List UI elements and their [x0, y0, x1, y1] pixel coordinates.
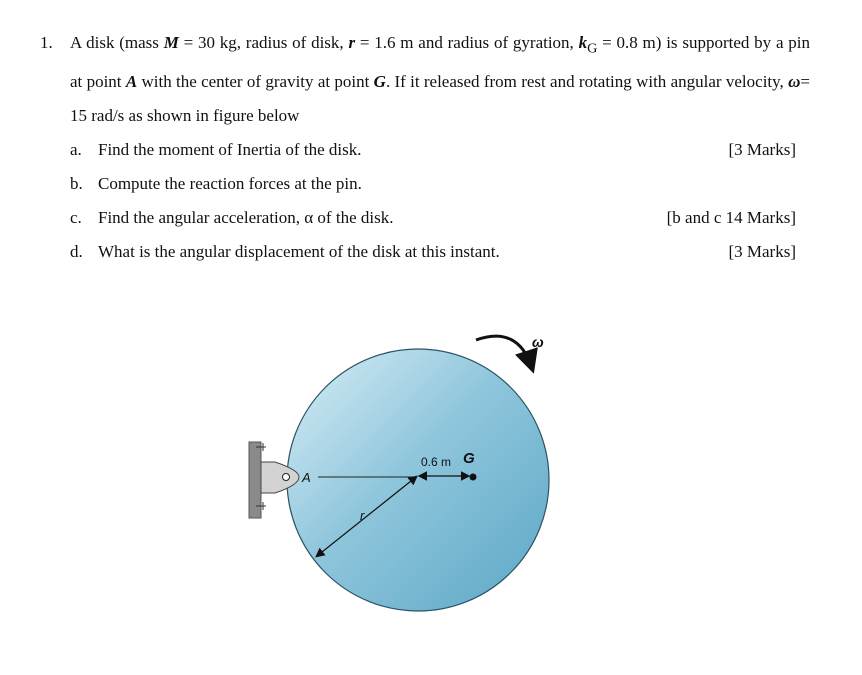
rotation-arrow [476, 336, 532, 368]
part-label: c. [70, 208, 82, 228]
stem-text-7: = 15 rad/s as shown in figure below [70, 72, 810, 126]
part-label: d. [70, 242, 83, 262]
part-d [40, 235, 810, 269]
part-label: b. [70, 174, 83, 194]
part-marks: [3 Marks] [728, 140, 796, 160]
problem-1 [40, 26, 810, 269]
var-omega: ω [788, 72, 801, 92]
part-marks: [3 Marks] [728, 242, 796, 262]
var-mass: M [163, 33, 179, 52]
problem-parts [40, 133, 810, 269]
part-marks: [b and c 14 Marks] [666, 208, 796, 228]
disk [287, 349, 549, 611]
stem-text-6: . If it released from rest and rotating with angular velocity, [385, 72, 789, 92]
part-text: Compute the reaction forces at the pin. [98, 174, 362, 194]
part-a [40, 133, 810, 167]
label-offset: 0.6 m [421, 455, 452, 469]
disk-figure [240, 320, 570, 620]
part-b [40, 167, 810, 201]
disk-diagram [240, 320, 570, 620]
stem-text-3: = 1.6 m and radius of gyration, [355, 33, 579, 52]
var-point-g: G [373, 72, 386, 92]
stem-text-4: = 0.8 m) is supported by a pin at point [70, 33, 811, 92]
part-c [40, 201, 810, 235]
label-r: r [360, 508, 365, 523]
stem-text-5: with the center of gravity at point [137, 72, 374, 92]
var-radius: r [348, 33, 356, 52]
problem-stem [40, 26, 810, 133]
center-of-gravity [470, 474, 477, 481]
problem-number: 1. [40, 33, 53, 52]
var-point-a: A [125, 72, 138, 92]
stem-text-1: A disk (mass [70, 33, 164, 52]
var-gyration: k [578, 33, 588, 52]
part-label: a. [70, 140, 82, 160]
var-gyration-sub: G [587, 40, 598, 57]
label-a: A [302, 470, 311, 485]
part-text: Find the angular acceleration, α of the disk. [98, 208, 394, 228]
part-text: Find the moment of Inertia of the disk. [98, 140, 362, 160]
pin-a [283, 474, 290, 481]
stem-text-2: = 30 kg, radius of disk, [178, 33, 349, 52]
label-omega: ω [532, 334, 544, 350]
label-g: G [463, 450, 475, 467]
part-text: What is the angular displacement of the disk at this instant. [98, 242, 500, 262]
